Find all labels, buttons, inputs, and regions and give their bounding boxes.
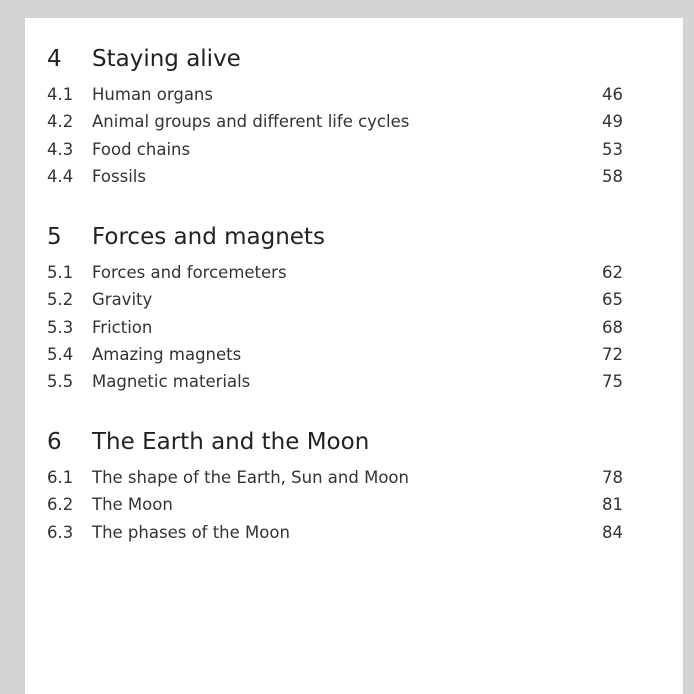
section-title: Friction [92, 317, 153, 337]
toc-entry[interactable] [25, 139, 683, 166]
section-page: 58 [602, 166, 623, 186]
chapter-heading [25, 222, 683, 262]
chapter-heading [25, 44, 683, 84]
chapter-5 [25, 222, 683, 398]
section-title: Gravity [92, 290, 153, 310]
section-number: 6.1 [47, 468, 74, 487]
section-title: Forces and forcemeters [92, 263, 287, 282]
chapter-4 [25, 44, 683, 193]
section-page: 75 [602, 372, 623, 392]
section-number: 5.1 [47, 263, 74, 282]
chapter-title: Forces and magnets [92, 224, 325, 250]
chapter-number: 6 [47, 429, 62, 455]
toc-page [25, 18, 683, 694]
section-title: The shape of the Earth, Sun and Moon [92, 468, 409, 487]
section-title: Fossils [92, 166, 146, 186]
toc-entry[interactable] [25, 84, 683, 111]
chapter-number: 5 [47, 224, 62, 250]
toc-entry[interactable] [25, 467, 683, 494]
section-title: Amazing magnets [92, 344, 242, 364]
section-title: Human organs [92, 85, 213, 104]
section-number: 4.2 [47, 112, 74, 132]
toc-entry[interactable] [25, 289, 683, 316]
section-title: The phases of the Moon [92, 522, 290, 542]
section-title: The Moon [92, 495, 173, 515]
chapter-heading [25, 427, 683, 467]
section-title: Food chains [92, 139, 191, 159]
section-number: 6.3 [47, 522, 74, 542]
chapter-title: The Earth and the Moon [92, 429, 370, 455]
section-page: 81 [602, 495, 623, 515]
chapter-title: Staying alive [92, 46, 241, 72]
section-page: 78 [602, 468, 623, 487]
toc-entry[interactable] [25, 262, 683, 289]
chapter-6 [25, 427, 683, 549]
section-number: 4.1 [47, 85, 74, 104]
section-number: 4.4 [47, 166, 74, 186]
section-page: 62 [602, 263, 623, 282]
section-number: 5.2 [47, 290, 74, 310]
section-number: 6.2 [47, 495, 74, 515]
section-page: 46 [602, 85, 623, 104]
section-number: 5.3 [47, 317, 74, 337]
section-page: 53 [602, 139, 623, 159]
toc-entry[interactable] [25, 166, 683, 193]
toc-entry[interactable] [25, 111, 683, 138]
section-number: 4.3 [47, 139, 74, 159]
section-page: 68 [602, 317, 623, 337]
toc-entry[interactable] [25, 317, 683, 344]
section-number: 5.5 [47, 372, 74, 392]
toc-entry[interactable] [25, 344, 683, 371]
section-title: Animal groups and different life cycles [92, 112, 410, 132]
section-title: Magnetic materials [92, 372, 251, 392]
section-page: 84 [602, 522, 623, 542]
section-number: 5.4 [47, 344, 74, 364]
section-page: 65 [602, 290, 623, 310]
section-page: 72 [602, 344, 623, 364]
toc-entry[interactable] [25, 371, 683, 398]
toc-entry[interactable] [25, 522, 683, 549]
toc-entry[interactable] [25, 494, 683, 521]
section-page: 49 [602, 112, 623, 132]
chapter-number: 4 [47, 46, 62, 72]
